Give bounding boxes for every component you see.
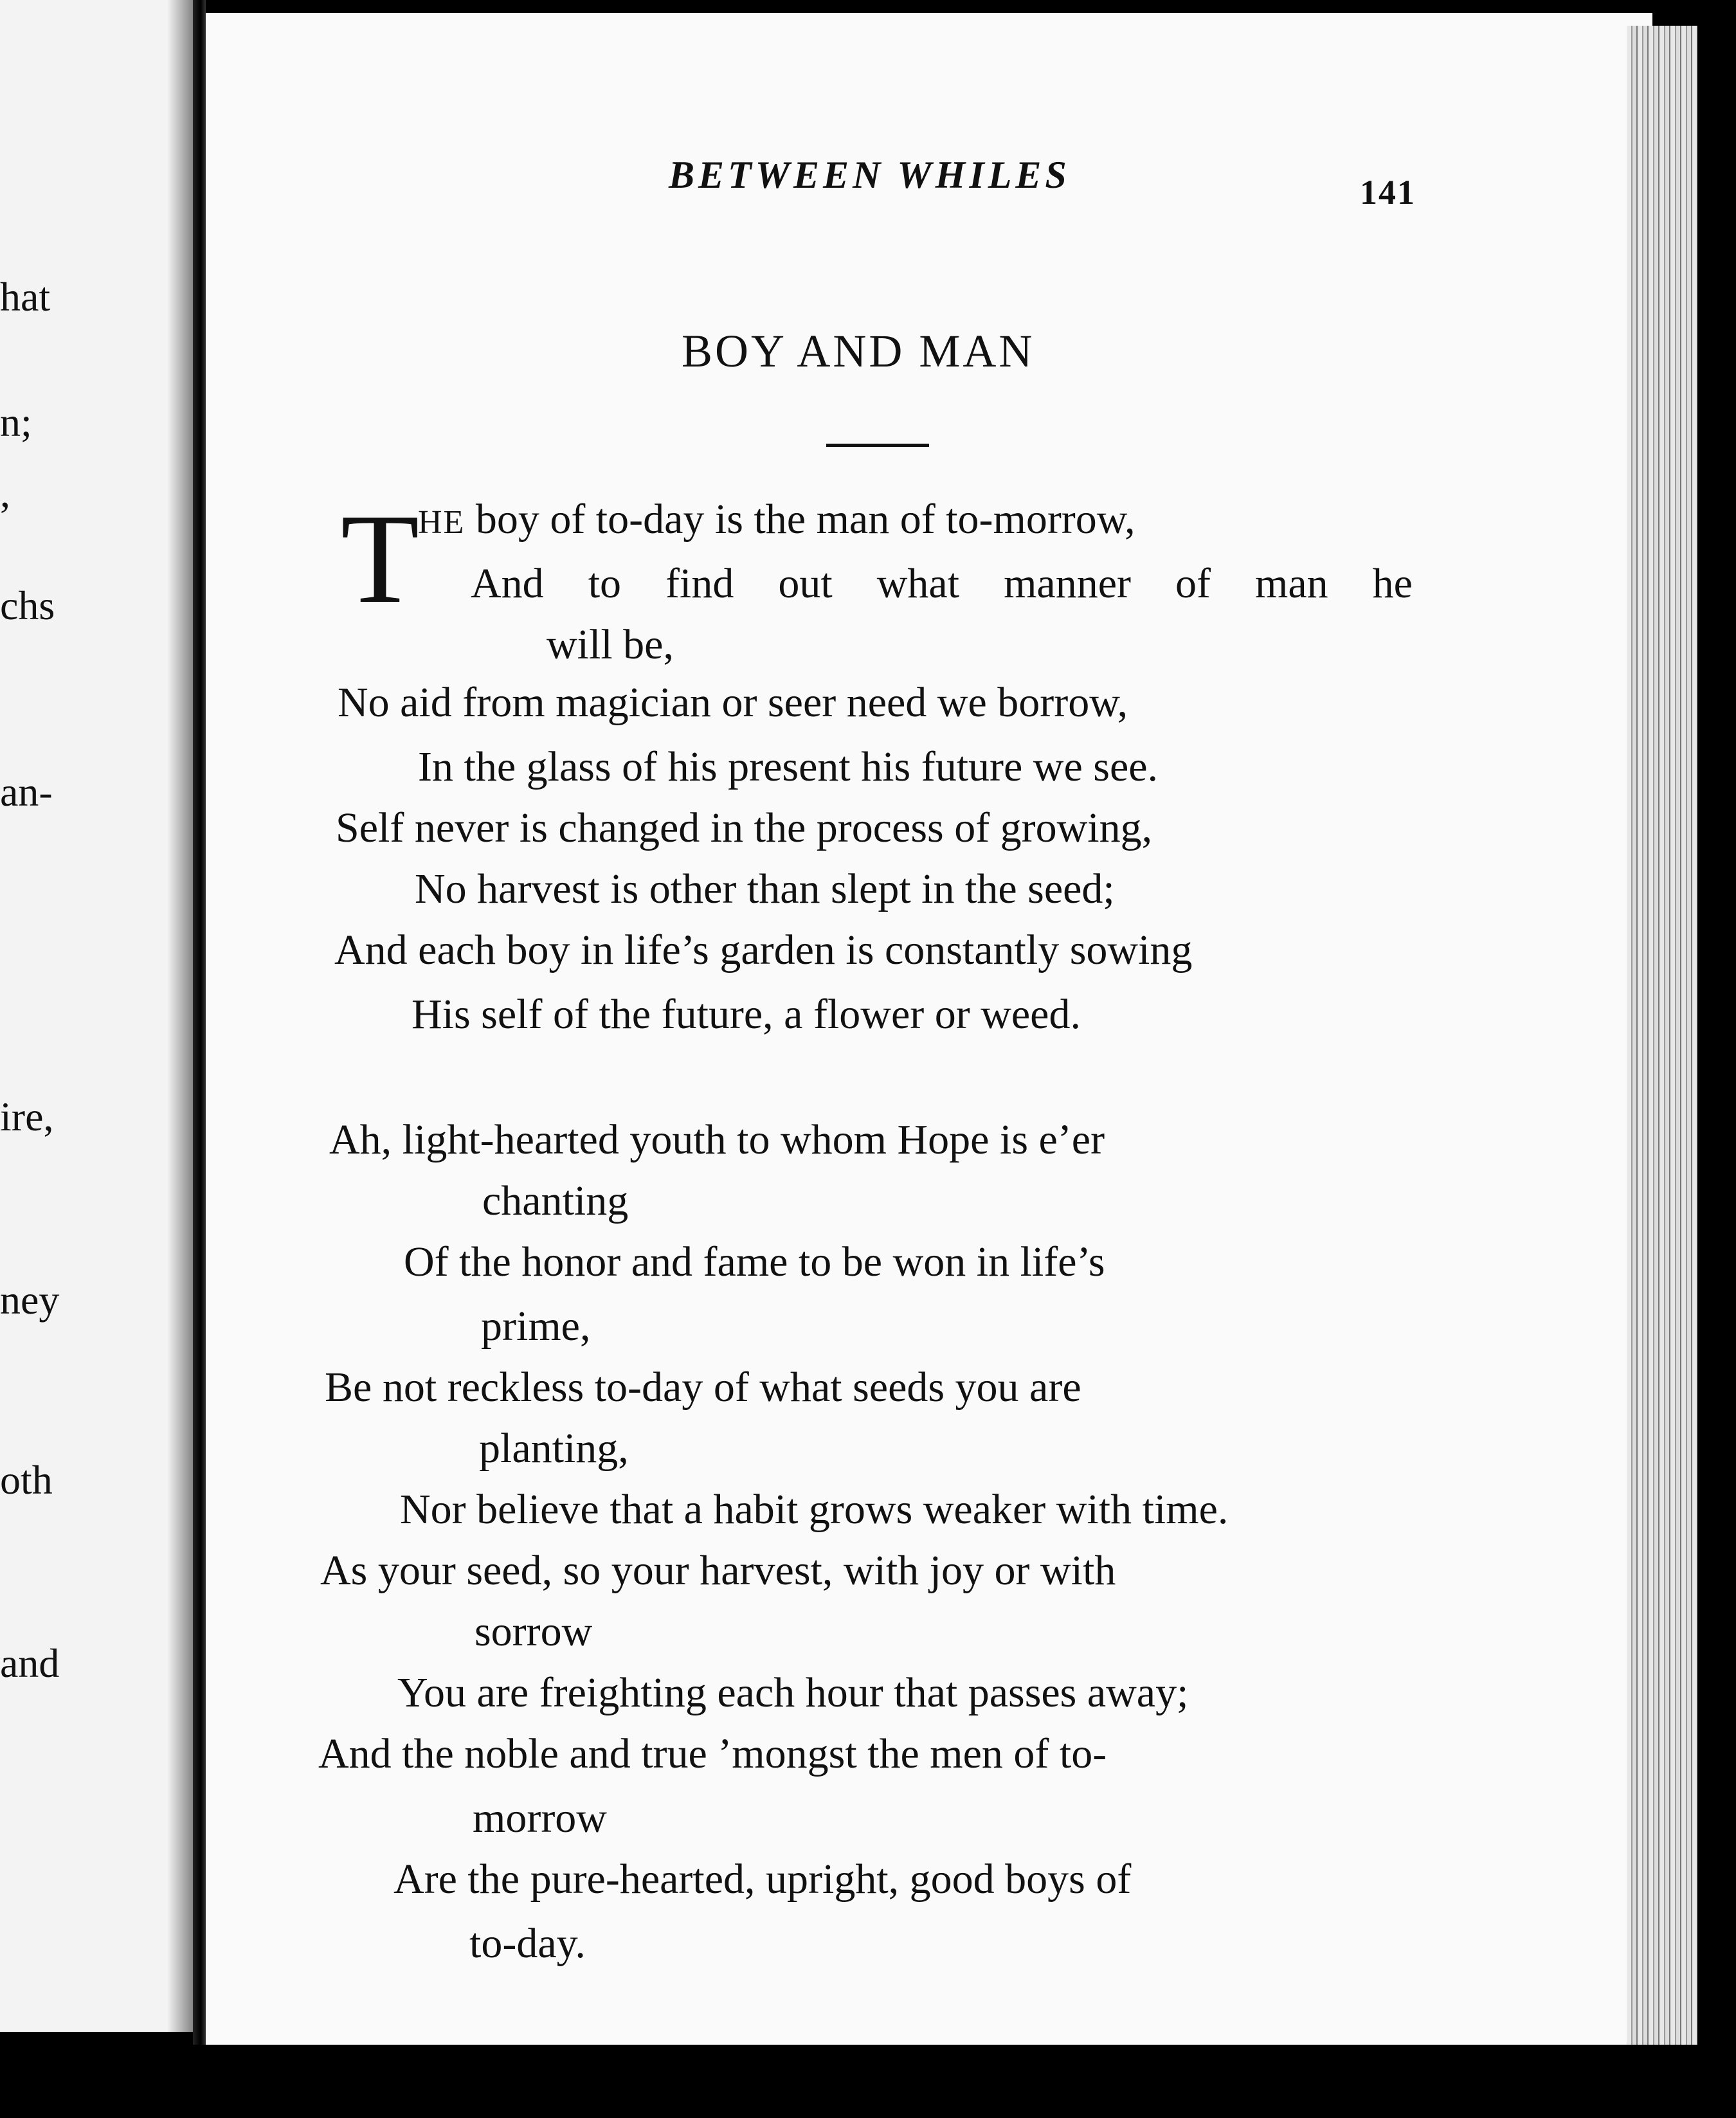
poem-line: His self of the future, a flower or weed.	[411, 991, 1081, 1038]
poem-line: Be not reckless to-day of what seeds you are	[325, 1364, 1081, 1411]
left-page-fragment: ,	[0, 470, 10, 516]
poem-line-text: And to find out what manner of man he	[471, 560, 1413, 607]
small-caps-word: HE	[418, 504, 466, 541]
poem-line	[471, 560, 1413, 607]
scan-right-border	[1697, 0, 1736, 2118]
poem-line: Of the honor and fame to be won in life’s	[404, 1238, 1105, 1285]
left-page-fragment: ire,	[0, 1094, 54, 1139]
left-page-fragment: oth	[0, 1457, 53, 1503]
poem-line: sorrow	[475, 1608, 593, 1655]
poem-title: BOY AND MAN	[682, 325, 1035, 377]
scan-bottom-border	[0, 2045, 1736, 2118]
poem-line: morrow	[473, 1795, 607, 1842]
book-gutter	[193, 0, 206, 2118]
poem-line-text: boy of to-day is the man of to-morrow,	[465, 496, 1135, 543]
poem-line: No harvest is other than slept in the seed;	[415, 865, 1115, 912]
title-divider	[826, 444, 929, 447]
left-page-fragment: ney	[0, 1277, 60, 1323]
running-head: BETWEEN WHILES	[669, 154, 1071, 196]
drop-cap: T	[341, 488, 420, 630]
poem-line: prime,	[481, 1303, 591, 1350]
scan-top-border	[206, 0, 1736, 13]
poem-line: In the glass of his present his future we see.	[418, 743, 1159, 790]
poem-line: Nor believe that a habit grows weaker with time.	[400, 1486, 1229, 1533]
poem-line: As your seed, so your harvest, with joy or with	[320, 1547, 1116, 1594]
left-page-fragment: n;	[0, 399, 32, 445]
gutter-shadow	[167, 0, 193, 2032]
poem-line: Are the pure-hearted, upright, good boys of	[393, 1856, 1132, 1903]
poem-line: And the noble and true ’mongst the men of to-	[318, 1730, 1107, 1777]
poem-line: to-day.	[469, 1920, 586, 1967]
left-facing-page	[0, 0, 193, 2032]
poem-line: will be,	[547, 621, 674, 668]
page-edges	[1627, 26, 1697, 2070]
poem-line	[418, 498, 1135, 541]
page-number: 141	[1360, 173, 1416, 212]
poem-line: Self never is changed in the process of growing,	[336, 804, 1153, 851]
poem-line: Ah, light-hearted youth to whom Hope is e’er	[329, 1116, 1105, 1163]
left-page-fragment: and	[0, 1640, 60, 1686]
poem-line: And each boy in life’s garden is constantly sowing	[334, 927, 1193, 973]
left-page-fragment: chs	[0, 583, 55, 628]
poem-line: You are freighting each hour that passes away;	[397, 1669, 1189, 1716]
left-page-fragment: an-	[0, 769, 53, 815]
poem-line: planting,	[479, 1425, 629, 1472]
poem-line: No aid from magician or seer need we borrow,	[338, 679, 1128, 726]
left-page-fragment: hat	[0, 274, 51, 320]
poem-line: chanting	[482, 1177, 629, 1224]
